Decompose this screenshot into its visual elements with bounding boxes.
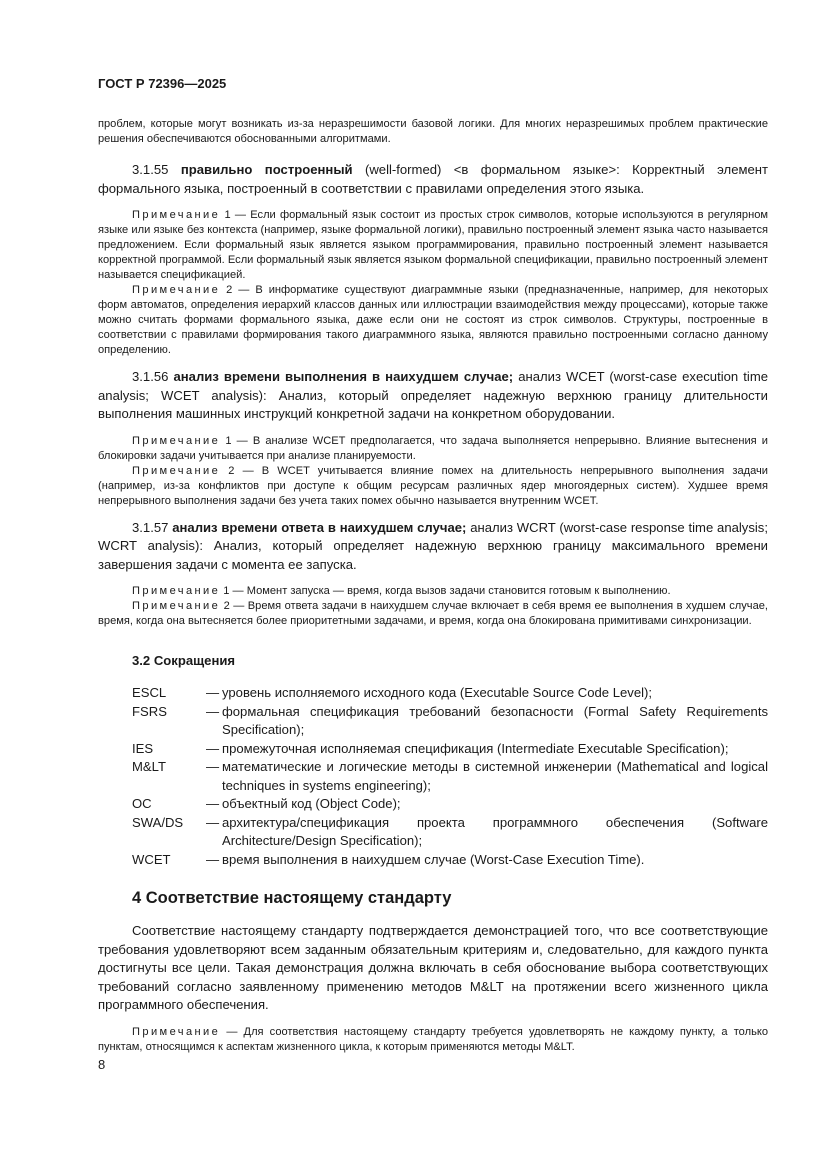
note-label: Примечание <box>132 600 221 612</box>
abbreviation-desc: уровень исполняемого исходного кода (Executable Source Code Level); <box>222 685 653 700</box>
abbreviation-row <box>132 684 768 703</box>
term-title: правильно построенный <box>180 162 353 177</box>
note-text: 1 — Момент запуска — время, когда вызов задачи становится готовым к выполнению. <box>220 585 671 597</box>
term-title: анализ времени выполнения в наихудшем случае; <box>173 369 514 384</box>
abbreviation-dash: — <box>206 703 220 719</box>
abbreviation-row <box>132 795 768 814</box>
term-definition: (well-formed) <в формальном языке>: Корректный элемент формального языка, построенный в соответствии с правилами определения этого языка. <box>98 162 768 196</box>
abbreviation-desc: архитектура/спецификация проекта программного обеспечения (Software Architecture/Design Specification); <box>222 814 768 848</box>
intro-paragraph: проблем, которые могут возникать из-за неразрешимости базовой логики. Для многих неразрешимых проблем практические решения обеспечиваются обоснованными алгоритмами. <box>98 118 768 145</box>
term-title: анализ времени ответа в наихудшем случае; <box>172 519 467 535</box>
abbreviation-dash: — <box>206 685 220 700</box>
section-4-paragraph: Соответствие настоящему стандарту подтверждается демонстрацией того, что все соответствующие требования удовлетворяют всем заданным обязательным критериям и, следовательно, для каждого пункта достигнуты все цели. Такая демонстрация должна включать в себя обоснование выбора соответствующих требований согласно заявленному применению методов M&LT на протяжении всего жизненного цикла программного обеспечения. <box>98 923 768 1012</box>
abbreviation-row <box>132 703 768 740</box>
abbreviation-key: ESCL <box>132 685 167 700</box>
page-number: 8 <box>98 1057 106 1072</box>
abbreviation-key: FSRS <box>132 703 167 719</box>
abbreviation-desc: формальная спецификация требований безопасности (Formal Safety Requirements Specification); <box>222 703 768 737</box>
note-label: Примечание <box>132 585 221 597</box>
term-definition: анализ WCRT (worst-case response time analysis; WCRT analysis): Анализ, который определяет надежную верхнюю границу максимального времени завершения задачи с момента ее запуска. <box>98 519 768 572</box>
abbreviation-row <box>132 814 768 851</box>
section-4-heading: 4 Соответствие настоящему стандарту <box>132 889 452 907</box>
note-3-1-57-2 <box>98 599 768 629</box>
section-3-2-heading: 3.2 Сокращения <box>132 653 236 668</box>
term-3-1-55 <box>98 161 768 198</box>
abbreviation-row <box>132 740 768 759</box>
abbreviation-key: IES <box>132 740 154 756</box>
note-3-1-56-2 <box>98 464 768 509</box>
page-content <box>98 117 768 1055</box>
abbreviation-dash: — <box>206 851 220 867</box>
note-3-1-56-1 <box>98 434 768 464</box>
abbreviation-row <box>132 851 768 870</box>
note-text: 2 — В WCET учитывается влияние помех на длительность непрерывного выполнения задачи (например, из-за конфликтов при доступе к общим ресурсам различных ядер многоядерных систем). Худшее время непрерывного выполнения задачи без учета таких помех обычно называется внутренним WCET. <box>98 464 768 507</box>
abbreviation-desc: математические и логические методы в системной инженерии (Mathematical and logical techniques in systems engineering); <box>222 759 768 793</box>
abbreviation-key: OC <box>132 796 152 811</box>
note-label: Примечание <box>132 284 221 296</box>
note-text: 1 — Если формальный язык состоит из простых строк символов, которые используются в регулярном языке или языке без контекста (например, языке формальной логики), правильно построенный элемент языка часто называется предложением. Если формальный язык является языком программирования, правильно построенный элемент называется корректной программой. Если формальный язык является языком формальной спецификации, правильно построенный элемент называется спецификацией. <box>98 209 768 281</box>
abbreviation-desc: время выполнения в наихудшем случае (Worst-Case Execution Time). <box>222 851 645 867</box>
abbreviation-desc: промежуточная исполняемая спецификация (Intermediate Executable Specification); <box>222 740 729 756</box>
abbreviation-dash: — <box>206 759 220 774</box>
abbreviation-desc: объектный код (Object Code); <box>222 796 401 811</box>
note-text: 2 — В информатике существуют диаграммные языки (предназначенные, например, для некоторых форм автоматов, определения иерархий классов данных или иллюстрации взаимодействия между процессами), которые также можно считать формами формального языка, даже если они не состоят из строк символов. Структуры, построенные в соответствии с правилами формирования такого диаграммного языка, являются правильно построенными согласно данному определению. <box>98 284 768 356</box>
section-4-note <box>98 1025 768 1055</box>
abbreviation-row <box>132 758 768 795</box>
abbreviation-dash: — <box>206 796 220 811</box>
note-text: 2 — Время ответа задачи в наихудшем случае включает в себя время ее выполнения в худшем случае, время, когда она вытесняется более приоритетными задачами, и время, когда она блокирована примитивами синхронизации. <box>98 600 768 627</box>
term-3-1-57 <box>98 519 768 575</box>
term-number: 3.1.57 <box>132 519 173 535</box>
term-number: 3.1.55 <box>132 162 181 177</box>
abbreviation-key: WCET <box>132 851 171 867</box>
note-3-1-57-1 <box>98 584 768 599</box>
abbreviation-key: SWA/DS <box>132 814 184 830</box>
note-label: Примечание <box>132 464 221 477</box>
abbreviation-key: M&LT <box>132 759 166 774</box>
note-label: Примечание <box>132 1025 221 1038</box>
abbreviation-dash: — <box>206 740 220 756</box>
note-text: — Для соответствия настоящему стандарту требуется удовлетворять не каждому пункту, а только пунктам, относящимся к аспектам жизненного цикла, к которым применяются методы M&LT. <box>98 1025 768 1053</box>
note-label: Примечание <box>132 209 221 221</box>
note-3-1-55-2 <box>98 283 768 358</box>
term-definition: анализ WCET (worst-case execution time analysis; WCET analysis): Анализ, который определяет надежную верхнюю границу длительности выполнения машинных инструкций конкретной задачи на конкретном оборудовании. <box>98 369 769 421</box>
note-3-1-55-1 <box>98 208 768 283</box>
abbreviation-dash: — <box>206 814 220 830</box>
document-header: ГОСТ Р 72396—2025 <box>98 76 227 91</box>
note-label: Примечание <box>132 434 221 447</box>
term-3-1-56 <box>98 368 768 424</box>
term-number: 3.1.56 <box>132 369 174 384</box>
abbreviations-list <box>132 684 768 869</box>
note-text: 1 — В анализе WCET предполагается, что задача выполняется непрерывно. Влияние вытеснения и блокировки задачи учитывается при анализе планируемости. <box>98 434 768 462</box>
